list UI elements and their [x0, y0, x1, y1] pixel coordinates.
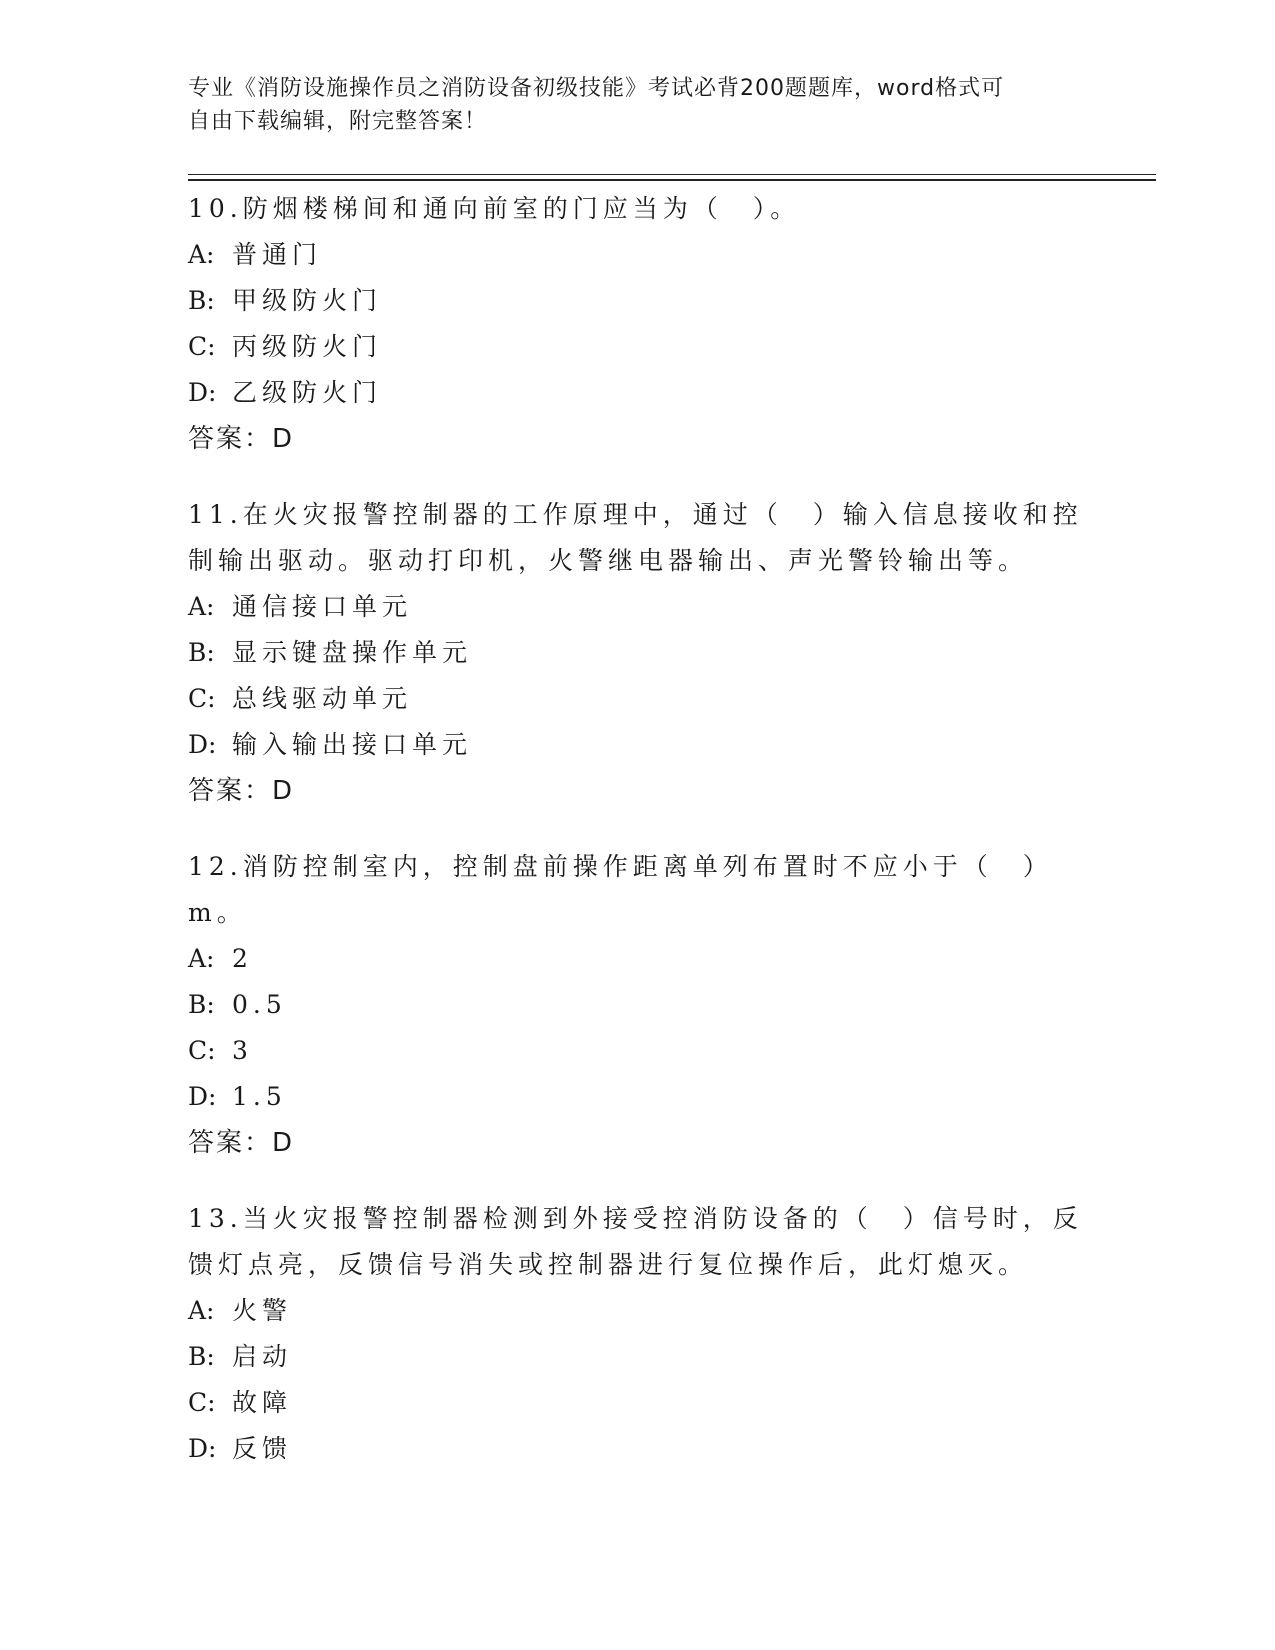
option-b	[188, 630, 1088, 676]
option-text: 火警	[232, 1296, 293, 1325]
header-title-line-2: 自由下载编辑，附完整答案！	[188, 109, 488, 134]
header-divider-thick	[188, 179, 1156, 181]
answer-line: 答案：D	[188, 424, 295, 454]
option-c	[188, 676, 1088, 722]
option-letter: A:	[188, 1296, 215, 1325]
option-c	[188, 1380, 1088, 1426]
option-letter: B:	[188, 1342, 215, 1371]
question-13	[188, 1196, 1088, 1472]
option-text: 甲级防火门	[232, 286, 383, 315]
question-text: 在火灾报警控制器的工作原理中，通过（ ）输入信息接收和控制输出驱动。驱动打印机，火警继电器输出、声光警铃输出等。	[188, 500, 1083, 575]
option-letter: D:	[188, 730, 217, 759]
option-a	[188, 1288, 1088, 1334]
option-text: 故障	[232, 1388, 293, 1417]
option-b	[188, 1334, 1088, 1380]
option-letter: D:	[188, 378, 217, 407]
option-letter: D:	[188, 1082, 217, 1111]
option-a	[188, 232, 1088, 278]
question-number: 11.	[188, 500, 243, 529]
question-text: 消防控制室内，控制盘前操作距离单列布置时不应小于（ ）m。	[188, 852, 1053, 927]
question-number: 13.	[188, 1204, 243, 1233]
question-11	[188, 492, 1088, 814]
question-10	[188, 186, 1088, 462]
option-text: 普通门	[232, 240, 323, 269]
option-text: 1.5	[232, 1082, 287, 1111]
option-a	[188, 936, 1088, 982]
option-text: 反馈	[232, 1434, 293, 1463]
option-letter: C:	[188, 1388, 216, 1417]
answer-line: 答案：D	[188, 1128, 295, 1158]
option-letter: C:	[188, 332, 216, 361]
option-d	[188, 370, 1088, 416]
question-stem	[188, 844, 1088, 936]
option-d	[188, 722, 1088, 768]
question-text: 防烟楼梯间和通向前室的门应当为（ ）。	[242, 194, 801, 223]
option-letter: A:	[188, 592, 215, 621]
question-stem	[188, 492, 1088, 584]
question-stem	[188, 186, 1088, 232]
option-letter: C:	[188, 684, 216, 713]
option-b	[188, 982, 1088, 1028]
option-text: 0.5	[232, 990, 287, 1019]
option-letter: C:	[188, 1036, 216, 1065]
option-d	[188, 1074, 1088, 1120]
header-title-line-1: 专业《消防设施操作员之消防设备初级技能》考试必背200题题库，word格式可	[188, 76, 1005, 101]
option-letter: A:	[188, 240, 215, 269]
option-text: 总线驱动单元	[232, 684, 413, 713]
option-d	[188, 1426, 1088, 1472]
option-letter: D:	[188, 1434, 217, 1463]
option-letter: B:	[188, 990, 215, 1019]
question-12	[188, 844, 1088, 1166]
option-b	[188, 278, 1088, 324]
question-number: 12.	[188, 852, 243, 881]
option-text: 输入输出接口单元	[232, 730, 473, 759]
option-text: 启动	[232, 1342, 293, 1371]
option-letter: B:	[188, 286, 215, 315]
option-text: 3	[232, 1036, 253, 1065]
option-letter: A:	[188, 944, 215, 973]
option-a	[188, 584, 1088, 630]
option-text: 2	[232, 944, 253, 973]
option-c	[188, 324, 1088, 370]
option-c	[188, 1028, 1088, 1074]
header-divider-thin	[188, 174, 1156, 175]
option-letter: B:	[188, 638, 215, 667]
option-text: 显示键盘操作单元	[232, 638, 473, 667]
answer-line: 答案：D	[188, 776, 295, 806]
document-header	[188, 72, 1068, 138]
question-stem	[188, 1196, 1088, 1288]
question-text: 当火灾报警控制器检测到外接受控消防设备的（ ）信号时，反馈灯点亮，反馈信号消失或控制器进行复位操作后，此灯熄灭。	[188, 1204, 1083, 1279]
question-list	[188, 186, 1088, 1502]
question-number: 10.	[188, 194, 243, 223]
option-text: 通信接口单元	[232, 592, 413, 621]
option-text: 丙级防火门	[232, 332, 383, 361]
option-text: 乙级防火门	[232, 378, 383, 407]
